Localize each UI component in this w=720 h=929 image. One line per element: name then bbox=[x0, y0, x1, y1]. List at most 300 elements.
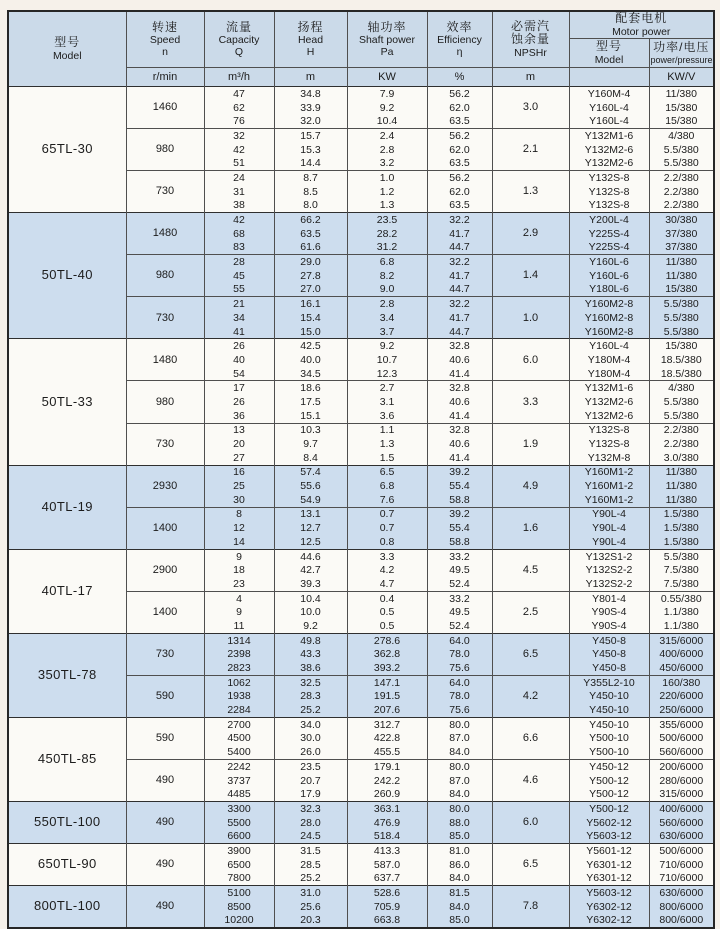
efficiency-cell: 41.7 bbox=[427, 311, 492, 325]
capacity-cell: 6600 bbox=[204, 829, 274, 843]
motor-power-cell: 11/380 bbox=[649, 493, 714, 507]
motor-power-cell: 11/380 bbox=[649, 87, 714, 101]
motor-power-cell: 1.5/380 bbox=[649, 521, 714, 535]
shaft-power-cell: 4.2 bbox=[347, 563, 427, 577]
motor-model-cell: Y355L2-10 bbox=[569, 675, 649, 689]
spec-row bbox=[8, 549, 714, 563]
motor-power-cell: 500/6000 bbox=[649, 732, 714, 746]
capacity-cell: 13 bbox=[204, 423, 274, 437]
head-cell: 25.2 bbox=[274, 703, 347, 717]
motor-model-cell: Y5603-12 bbox=[569, 886, 649, 900]
col-header-motor-model: 型号 Model bbox=[569, 39, 649, 68]
efficiency-cell: 84.0 bbox=[427, 872, 492, 886]
motor-model-cell: Y450-10 bbox=[569, 690, 649, 704]
head-cell: 28.3 bbox=[274, 690, 347, 704]
motor-power-cell: 630/6000 bbox=[649, 886, 714, 900]
head-cell: 17.9 bbox=[274, 787, 347, 801]
efficiency-cell: 32.2 bbox=[427, 213, 492, 227]
efficiency-cell: 41.7 bbox=[427, 269, 492, 283]
shaft-power-cell: 3.1 bbox=[347, 395, 427, 409]
motor-power-cell: 5.5/380 bbox=[649, 395, 714, 409]
motor-model-cell: Y90L-4 bbox=[569, 507, 649, 521]
speed-cell: 730 bbox=[126, 171, 204, 213]
shaft-power-cell: 3.6 bbox=[347, 409, 427, 423]
head-cell: 57.4 bbox=[274, 465, 347, 479]
col-header-speed: 转速 Speed n bbox=[126, 11, 204, 68]
capacity-cell: 36 bbox=[204, 409, 274, 423]
capacity-cell: 5500 bbox=[204, 816, 274, 830]
efficiency-cell: 88.0 bbox=[427, 816, 492, 830]
shaft-power-cell: 3.3 bbox=[347, 549, 427, 563]
capacity-cell: 9 bbox=[204, 605, 274, 619]
head-cell: 17.5 bbox=[274, 395, 347, 409]
head-cell: 42.7 bbox=[274, 563, 347, 577]
motor-power-cell: 5.5/380 bbox=[649, 549, 714, 563]
npshr-cell: 1.4 bbox=[492, 255, 569, 297]
col-header-head: 扬程 Head H bbox=[274, 11, 347, 68]
motor-power-cell: 4/380 bbox=[649, 381, 714, 395]
capacity-cell: 34 bbox=[204, 311, 274, 325]
efficiency-cell: 80.0 bbox=[427, 802, 492, 816]
motor-model-cell: Y90L-4 bbox=[569, 521, 649, 535]
npshr-cell: 3.3 bbox=[492, 381, 569, 423]
motor-power-cell: 5.5/380 bbox=[649, 311, 714, 325]
model-header-en: Model bbox=[52, 49, 82, 62]
efficiency-cell: 56.2 bbox=[427, 87, 492, 101]
capacity-cell: 3300 bbox=[204, 802, 274, 816]
efficiency-cell: 64.0 bbox=[427, 675, 492, 689]
shaft-power-cell: 363.1 bbox=[347, 802, 427, 816]
shaft-power-cell: 260.9 bbox=[347, 787, 427, 801]
efficiency-cell: 78.0 bbox=[427, 648, 492, 662]
shaft-power-cell: 4.7 bbox=[347, 577, 427, 591]
head-cell: 15.7 bbox=[274, 129, 347, 143]
speed-cell: 730 bbox=[126, 423, 204, 465]
col-header-shaft-power: 轴功率 Shaft power Pa bbox=[347, 11, 427, 68]
npshr-cell: 1.0 bbox=[492, 297, 569, 339]
motor-model-cell: Y132M2-6 bbox=[569, 156, 649, 170]
motor-power-cell: 15/380 bbox=[649, 101, 714, 115]
motor-model-cell: Y90S-4 bbox=[569, 619, 649, 633]
speed-cell: 980 bbox=[126, 255, 204, 297]
unit-efficiency: % bbox=[427, 68, 492, 87]
head-cell: 10.3 bbox=[274, 423, 347, 437]
motor-power-cell: 200/6000 bbox=[649, 760, 714, 774]
efficiency-cell: 41.4 bbox=[427, 367, 492, 381]
motor-power-cell: 11/380 bbox=[649, 269, 714, 283]
pump-model-cell: 550TL-100 bbox=[8, 802, 126, 844]
npshr-cell: 6.5 bbox=[492, 633, 569, 675]
head-cell: 10.4 bbox=[274, 591, 347, 605]
head-cell: 20.3 bbox=[274, 914, 347, 929]
motor-power-cell: 560/6000 bbox=[649, 816, 714, 830]
motor-model-cell: Y132S1-2 bbox=[569, 549, 649, 563]
head-cell: 13.1 bbox=[274, 507, 347, 521]
head-cell: 27.0 bbox=[274, 283, 347, 297]
efficiency-cell: 58.8 bbox=[427, 493, 492, 507]
shaft-power-cell: 455.5 bbox=[347, 745, 427, 759]
speed-cell: 590 bbox=[126, 717, 204, 759]
efficiency-cell: 33.2 bbox=[427, 549, 492, 563]
shaft-power-cell: 191.5 bbox=[347, 690, 427, 704]
motor-model-cell: Y132M2-6 bbox=[569, 143, 649, 157]
capacity-cell: 25 bbox=[204, 479, 274, 493]
motor-model-cell: Y160L-4 bbox=[569, 114, 649, 128]
pump-model-cell: 350TL-78 bbox=[8, 633, 126, 717]
col-header-capacity: 流量 Capacity Q bbox=[204, 11, 274, 68]
capacity-cell: 26 bbox=[204, 395, 274, 409]
pump-model-cell: 65TL-30 bbox=[8, 87, 126, 213]
efficiency-cell: 63.5 bbox=[427, 199, 492, 213]
capacity-cell: 51 bbox=[204, 156, 274, 170]
capacity-cell: 55 bbox=[204, 283, 274, 297]
motor-model-cell: Y132S-8 bbox=[569, 437, 649, 451]
motor-model-cell: Y200L-4 bbox=[569, 213, 649, 227]
shaft-power-cell: 393.2 bbox=[347, 661, 427, 675]
efficiency-cell: 39.2 bbox=[427, 465, 492, 479]
motor-power-cell: 2.2/380 bbox=[649, 171, 714, 185]
shaft-power-cell: 1.0 bbox=[347, 171, 427, 185]
npshr-cell: 2.1 bbox=[492, 129, 569, 171]
capacity-cell: 62 bbox=[204, 101, 274, 115]
motor-power-cell: 630/6000 bbox=[649, 829, 714, 843]
capacity-cell: 5400 bbox=[204, 745, 274, 759]
npshr-cell: 1.6 bbox=[492, 507, 569, 549]
shaft-power-cell: 0.4 bbox=[347, 591, 427, 605]
motor-model-cell: Y6301-12 bbox=[569, 872, 649, 886]
shaft-power-cell: 9.0 bbox=[347, 283, 427, 297]
motor-power-cell: 2.2/380 bbox=[649, 199, 714, 213]
shaft-power-cell: 147.1 bbox=[347, 675, 427, 689]
efficiency-cell: 33.2 bbox=[427, 591, 492, 605]
spec-row bbox=[8, 717, 714, 731]
pump-model-cell: 40TL-19 bbox=[8, 465, 126, 549]
shaft-power-cell: 7.6 bbox=[347, 493, 427, 507]
motor-power-cell: 2.2/380 bbox=[649, 437, 714, 451]
efficiency-cell: 62.0 bbox=[427, 185, 492, 199]
head-cell: 8.5 bbox=[274, 185, 347, 199]
efficiency-cell: 41.4 bbox=[427, 409, 492, 423]
col-header-motor-power-voltage: 功率/电压 power/pressure bbox=[649, 39, 714, 68]
efficiency-cell: 63.5 bbox=[427, 114, 492, 128]
head-cell: 9.7 bbox=[274, 437, 347, 451]
motor-model-cell: Y180M-4 bbox=[569, 367, 649, 381]
head-cell: 14.4 bbox=[274, 156, 347, 170]
head-cell: 54.9 bbox=[274, 493, 347, 507]
shaft-power-cell: 278.6 bbox=[347, 633, 427, 647]
motor-model-cell: Y90L-4 bbox=[569, 535, 649, 549]
head-cell: 32.3 bbox=[274, 802, 347, 816]
capacity-cell: 45 bbox=[204, 269, 274, 283]
capacity-cell: 31 bbox=[204, 185, 274, 199]
capacity-cell: 2242 bbox=[204, 760, 274, 774]
shaft-power-cell: 242.2 bbox=[347, 774, 427, 788]
pump-model-cell: 50TL-33 bbox=[8, 339, 126, 465]
speed-cell: 980 bbox=[126, 129, 204, 171]
head-cell: 42.5 bbox=[274, 339, 347, 353]
shaft-power-cell: 179.1 bbox=[347, 760, 427, 774]
efficiency-cell: 39.2 bbox=[427, 507, 492, 521]
unit-speed: r/min bbox=[126, 68, 204, 87]
efficiency-cell: 81.0 bbox=[427, 844, 492, 858]
motor-power-cell: 11/380 bbox=[649, 255, 714, 269]
head-cell: 20.7 bbox=[274, 774, 347, 788]
shaft-power-cell: 207.6 bbox=[347, 703, 427, 717]
unit-npshr: m bbox=[492, 68, 569, 87]
shaft-power-cell: 362.8 bbox=[347, 648, 427, 662]
shaft-power-cell: 6.8 bbox=[347, 479, 427, 493]
head-cell: 10.0 bbox=[274, 605, 347, 619]
head-cell: 33.9 bbox=[274, 101, 347, 115]
col-header-motor-power: 配套电机 Motor power bbox=[569, 11, 714, 39]
head-cell: 29.0 bbox=[274, 255, 347, 269]
efficiency-cell: 58.8 bbox=[427, 535, 492, 549]
efficiency-cell: 44.7 bbox=[427, 325, 492, 339]
capacity-cell: 1314 bbox=[204, 633, 274, 647]
motor-model-cell: Y180M-4 bbox=[569, 353, 649, 367]
capacity-cell: 17 bbox=[204, 381, 274, 395]
head-cell: 15.4 bbox=[274, 311, 347, 325]
npshr-cell: 4.9 bbox=[492, 465, 569, 507]
speed-cell: 1400 bbox=[126, 507, 204, 549]
head-cell: 8.7 bbox=[274, 171, 347, 185]
head-cell: 25.6 bbox=[274, 900, 347, 914]
motor-power-cell: 2.2/380 bbox=[649, 185, 714, 199]
motor-model-cell: Y450-12 bbox=[569, 760, 649, 774]
capacity-cell: 4500 bbox=[204, 732, 274, 746]
capacity-cell: 24 bbox=[204, 171, 274, 185]
motor-model-cell: Y160M1-2 bbox=[569, 465, 649, 479]
motor-model-cell: Y450-8 bbox=[569, 633, 649, 647]
motor-model-cell: Y132M2-6 bbox=[569, 395, 649, 409]
shaft-power-cell: 6.5 bbox=[347, 465, 427, 479]
motor-power-cell: 355/6000 bbox=[649, 717, 714, 731]
capacity-cell: 40 bbox=[204, 353, 274, 367]
speed-cell: 730 bbox=[126, 633, 204, 675]
spec-row bbox=[8, 465, 714, 479]
capacity-cell: 2284 bbox=[204, 703, 274, 717]
speed-cell: 1480 bbox=[126, 339, 204, 381]
shaft-power-cell: 3.7 bbox=[347, 325, 427, 339]
spec-row bbox=[8, 802, 714, 816]
motor-model-cell: Y6302-12 bbox=[569, 914, 649, 929]
head-cell: 43.3 bbox=[274, 648, 347, 662]
motor-model-cell: Y90S-4 bbox=[569, 605, 649, 619]
motor-power-cell: 5.5/380 bbox=[649, 325, 714, 339]
efficiency-cell: 78.0 bbox=[427, 690, 492, 704]
motor-model-cell: Y6302-12 bbox=[569, 900, 649, 914]
head-cell: 61.6 bbox=[274, 241, 347, 255]
table-header bbox=[8, 11, 714, 87]
head-cell: 30.0 bbox=[274, 732, 347, 746]
head-cell: 25.2 bbox=[274, 872, 347, 886]
motor-model-cell: Y132M1-6 bbox=[569, 381, 649, 395]
capacity-cell: 18 bbox=[204, 563, 274, 577]
motor-power-cell: 160/380 bbox=[649, 675, 714, 689]
head-cell: 15.0 bbox=[274, 325, 347, 339]
capacity-cell: 47 bbox=[204, 87, 274, 101]
head-cell: 18.6 bbox=[274, 381, 347, 395]
motor-model-cell: Y5601-12 bbox=[569, 844, 649, 858]
motor-model-cell: Y500-12 bbox=[569, 802, 649, 816]
speed-cell: 490 bbox=[126, 802, 204, 844]
capacity-cell: 83 bbox=[204, 241, 274, 255]
pump-model-cell: 450TL-85 bbox=[8, 717, 126, 801]
motor-model-cell: Y225S-4 bbox=[569, 241, 649, 255]
efficiency-cell: 84.0 bbox=[427, 787, 492, 801]
head-cell: 15.1 bbox=[274, 409, 347, 423]
motor-power-cell: 4/380 bbox=[649, 129, 714, 143]
motor-model-cell: Y450-10 bbox=[569, 717, 649, 731]
efficiency-cell: 49.5 bbox=[427, 563, 492, 577]
motor-power-cell: 11/380 bbox=[649, 465, 714, 479]
motor-power-cell: 37/380 bbox=[649, 241, 714, 255]
head-cell: 32.0 bbox=[274, 114, 347, 128]
motor-power-cell: 280/6000 bbox=[649, 774, 714, 788]
head-cell: 27.8 bbox=[274, 269, 347, 283]
shaft-power-cell: 587.0 bbox=[347, 858, 427, 872]
motor-model-cell: Y160M2-8 bbox=[569, 297, 649, 311]
efficiency-cell: 86.0 bbox=[427, 858, 492, 872]
efficiency-cell: 44.7 bbox=[427, 283, 492, 297]
motor-power-cell: 800/6000 bbox=[649, 914, 714, 929]
head-cell: 26.0 bbox=[274, 745, 347, 759]
efficiency-cell: 44.7 bbox=[427, 241, 492, 255]
head-cell: 40.0 bbox=[274, 353, 347, 367]
motor-power-cell: 315/6000 bbox=[649, 787, 714, 801]
efficiency-cell: 80.0 bbox=[427, 760, 492, 774]
motor-model-cell: Y5602-12 bbox=[569, 816, 649, 830]
shaft-power-cell: 2.8 bbox=[347, 143, 427, 157]
motor-power-cell: 11/380 bbox=[649, 479, 714, 493]
efficiency-cell: 64.0 bbox=[427, 633, 492, 647]
npshr-cell: 2.5 bbox=[492, 591, 569, 633]
motor-power-cell: 1.5/380 bbox=[649, 535, 714, 549]
col-header-npshr: 必需汽 蚀余量 NPSHr bbox=[492, 11, 569, 68]
motor-model-cell: Y450-10 bbox=[569, 703, 649, 717]
motor-power-cell: 5.5/380 bbox=[649, 143, 714, 157]
head-cell: 28.0 bbox=[274, 816, 347, 830]
efficiency-cell: 75.6 bbox=[427, 661, 492, 675]
capacity-cell: 16 bbox=[204, 465, 274, 479]
npshr-cell: 6.0 bbox=[492, 802, 569, 844]
pump-model-cell: 50TL-40 bbox=[8, 213, 126, 339]
header-row-top bbox=[8, 11, 714, 39]
capacity-cell: 2398 bbox=[204, 648, 274, 662]
head-cell: 12.7 bbox=[274, 521, 347, 535]
efficiency-cell: 41.4 bbox=[427, 451, 492, 465]
speed-cell: 980 bbox=[126, 381, 204, 423]
motor-model-cell: Y132M2-6 bbox=[569, 409, 649, 423]
npshr-cell: 6.6 bbox=[492, 717, 569, 759]
npshr-cell: 2.9 bbox=[492, 213, 569, 255]
capacity-cell: 20 bbox=[204, 437, 274, 451]
npshr-cell: 6.0 bbox=[492, 339, 569, 381]
motor-power-cell: 220/6000 bbox=[649, 690, 714, 704]
motor-power-cell: 1.5/380 bbox=[649, 507, 714, 521]
head-cell: 34.5 bbox=[274, 367, 347, 381]
npshr-cell: 4.5 bbox=[492, 549, 569, 591]
head-cell: 24.5 bbox=[274, 829, 347, 843]
shaft-power-cell: 1.3 bbox=[347, 437, 427, 451]
capacity-cell: 8 bbox=[204, 507, 274, 521]
head-cell: 12.5 bbox=[274, 535, 347, 549]
motor-power-cell: 800/6000 bbox=[649, 900, 714, 914]
unit-motor-model bbox=[569, 68, 649, 87]
motor-model-cell: Y132S2-2 bbox=[569, 563, 649, 577]
head-cell: 66.2 bbox=[274, 213, 347, 227]
capacity-cell: 1938 bbox=[204, 690, 274, 704]
shaft-power-cell: 31.2 bbox=[347, 241, 427, 255]
motor-power-cell: 560/6000 bbox=[649, 745, 714, 759]
motor-model-cell: Y132S-8 bbox=[569, 199, 649, 213]
efficiency-cell: 55.4 bbox=[427, 479, 492, 493]
shaft-power-cell: 705.9 bbox=[347, 900, 427, 914]
efficiency-cell: 32.2 bbox=[427, 297, 492, 311]
speed-cell: 1460 bbox=[126, 87, 204, 129]
motor-model-cell: Y160M-4 bbox=[569, 87, 649, 101]
motor-model-cell: Y160L-6 bbox=[569, 269, 649, 283]
motor-power-cell: 500/6000 bbox=[649, 844, 714, 858]
efficiency-cell: 32.8 bbox=[427, 423, 492, 437]
shaft-power-cell: 0.7 bbox=[347, 507, 427, 521]
shaft-power-cell: 0.8 bbox=[347, 535, 427, 549]
motor-model-cell: Y132M1-6 bbox=[569, 129, 649, 143]
pump-model-cell: 800TL-100 bbox=[8, 886, 126, 929]
speed-cell: 590 bbox=[126, 675, 204, 717]
shaft-power-cell: 0.7 bbox=[347, 521, 427, 535]
motor-power-cell: 450/6000 bbox=[649, 661, 714, 675]
efficiency-cell: 52.4 bbox=[427, 577, 492, 591]
pump-spec-sheet bbox=[7, 10, 715, 929]
capacity-cell: 8500 bbox=[204, 900, 274, 914]
spec-row bbox=[8, 633, 714, 647]
motor-power-cell: 7.5/380 bbox=[649, 563, 714, 577]
unit-capacity: m³/h bbox=[204, 68, 274, 87]
capacity-cell: 30 bbox=[204, 493, 274, 507]
capacity-cell: 76 bbox=[204, 114, 274, 128]
motor-model-cell: Y132S-8 bbox=[569, 185, 649, 199]
motor-model-cell: Y180L-6 bbox=[569, 283, 649, 297]
unit-motor-power: KW/V bbox=[649, 68, 714, 87]
efficiency-cell: 75.6 bbox=[427, 703, 492, 717]
speed-cell: 2900 bbox=[126, 549, 204, 591]
head-cell: 32.5 bbox=[274, 675, 347, 689]
capacity-cell: 9 bbox=[204, 549, 274, 563]
npshr-cell: 3.0 bbox=[492, 87, 569, 129]
efficiency-cell: 85.0 bbox=[427, 829, 492, 843]
motor-power-cell: 30/380 bbox=[649, 213, 714, 227]
head-cell: 23.5 bbox=[274, 760, 347, 774]
motor-power-cell: 0.55/380 bbox=[649, 591, 714, 605]
head-cell: 39.3 bbox=[274, 577, 347, 591]
capacity-cell: 28 bbox=[204, 255, 274, 269]
spec-table bbox=[7, 10, 715, 929]
efficiency-cell: 87.0 bbox=[427, 732, 492, 746]
motor-model-cell: Y160M1-2 bbox=[569, 493, 649, 507]
capacity-cell: 3737 bbox=[204, 774, 274, 788]
motor-power-cell: 1.1/380 bbox=[649, 605, 714, 619]
speed-cell: 1480 bbox=[126, 213, 204, 255]
head-cell: 31.0 bbox=[274, 886, 347, 900]
capacity-cell: 26 bbox=[204, 339, 274, 353]
shaft-power-cell: 8.2 bbox=[347, 269, 427, 283]
shaft-power-cell: 23.5 bbox=[347, 213, 427, 227]
efficiency-cell: 56.2 bbox=[427, 129, 492, 143]
capacity-cell: 27 bbox=[204, 451, 274, 465]
npshr-cell: 6.5 bbox=[492, 844, 569, 886]
motor-model-cell: Y132S-8 bbox=[569, 171, 649, 185]
